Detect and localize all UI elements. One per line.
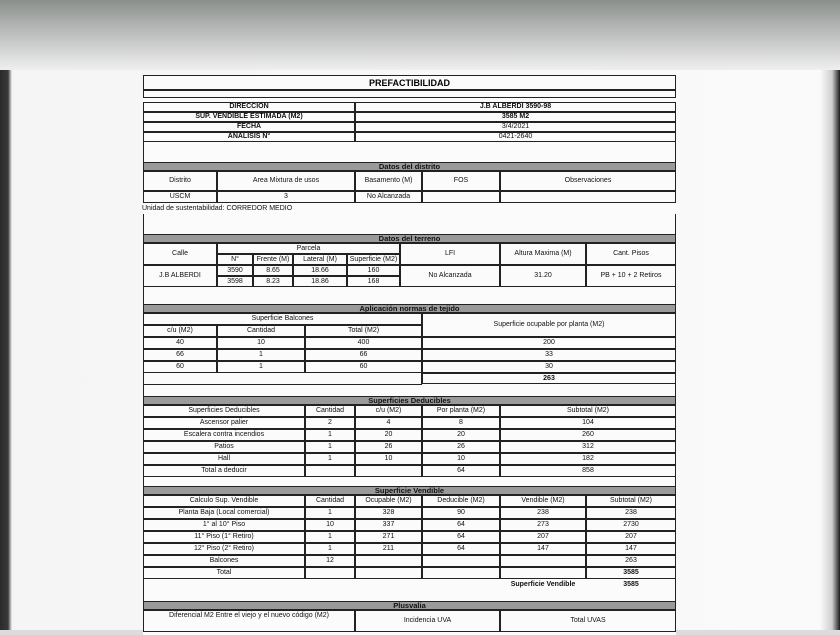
vendible-cantidad: 1: [305, 507, 355, 519]
deducible-cantidad: 2: [305, 417, 355, 429]
vendible-ocupable: 337: [355, 519, 422, 531]
vendible-ocupable: [355, 555, 422, 567]
vendible-deducible: [422, 555, 500, 567]
deducible-cu: 20: [355, 429, 422, 441]
vendible-vendible: [500, 555, 586, 567]
col-numero: N°: [217, 254, 253, 265]
deducible-cu: [355, 465, 422, 477]
balcones-label: Superficie Balcones: [143, 313, 422, 325]
balcon-total: 400: [305, 337, 422, 349]
col-incidencia-uva: Incidencia UVA: [355, 610, 500, 632]
distrito-header-row: [143, 171, 676, 191]
deducible-por-planta: 20: [422, 429, 500, 441]
vendible-vendible: 147: [500, 543, 586, 555]
col-observaciones: Observaciones: [500, 171, 676, 191]
vendible-cantidad: 1: [305, 531, 355, 543]
col-cantidad: Cantidad: [305, 495, 355, 507]
ocupable-label: Superficie ocupable por planta (M2): [422, 313, 676, 337]
info-value-direccion: J.B ALBERDI 3590-98: [355, 102, 676, 112]
vendible-ocupable: 328: [355, 507, 422, 519]
col-diferencial: Diferencial M2 Entre el viejo y el nuevo código (M2): [143, 610, 355, 632]
deducible-cu: 26: [355, 441, 422, 453]
col-total: Total (M2): [305, 325, 422, 337]
vendible-ocupable: [355, 567, 422, 579]
vendible-total-label: Total: [143, 567, 305, 579]
vendible-name: Balcones: [143, 555, 305, 567]
calle-value: J.B ALBERDI: [143, 265, 217, 287]
vendible-total-value: 3585: [586, 567, 676, 579]
total-por-planta: 64: [422, 465, 500, 477]
vendible-deducible: 64: [422, 531, 500, 543]
vendible-ocupable: 211: [355, 543, 422, 555]
col-calculo: Calculo Sup. Vendible: [143, 495, 305, 507]
col-ocupable: Ocupable (M2): [355, 495, 422, 507]
info-label-sup-vendible: SUP. VENDIBLE ESTIMADA (M2): [143, 112, 355, 122]
lfi-value: No Alcanzada: [400, 265, 500, 287]
deducible-name: Ascensor palier: [143, 417, 305, 429]
col-superficie: Superficie (M2): [347, 254, 400, 265]
parcela-lateral: 18.66: [293, 265, 347, 276]
vendible-subtotal: 147: [586, 543, 676, 555]
info-label-direccion: DIRECCION: [143, 102, 355, 112]
page-title: PREFACTIBILIDAD: [143, 75, 676, 90]
section-header-plusvalia: Plusvalia: [143, 601, 676, 610]
plusvalia-header-row: [143, 610, 676, 632]
parcela-lateral: 18.86: [293, 276, 347, 287]
sustentabilidad-text: Unidad de sustentabilidad: CORREDOR MEDIO: [142, 205, 293, 213]
balcon-cantidad: 1: [217, 349, 305, 361]
deducible-por-planta: 8: [422, 417, 500, 429]
parcela-superficie: 168: [347, 276, 400, 287]
col-calle: Calle: [143, 243, 217, 265]
col-deducible: Deducible (M2): [422, 495, 500, 507]
balcon-cantidad: 1: [217, 361, 305, 373]
vendible-subtotal: 207: [586, 531, 676, 543]
vendible-deducible: 90: [422, 507, 500, 519]
deducible-subtotal: 260: [500, 429, 676, 441]
parcela-numero: 3590: [217, 265, 253, 276]
deducible-subtotal: 104: [500, 417, 676, 429]
distrito-data-row: [143, 191, 676, 203]
balcon-cu: 40: [143, 337, 217, 349]
col-sup-deducibles: Superficies Deducibles: [143, 405, 305, 417]
vendible-name: Planta Baja (Local comercial): [143, 507, 305, 519]
tejido-block: [143, 313, 676, 373]
vendible-table: [143, 495, 676, 579]
total-deducir-label: Total a deducir: [143, 465, 305, 477]
fos-value: [422, 191, 500, 203]
vendible-cantidad: [305, 567, 355, 579]
vendible-subtotal: 263: [586, 555, 676, 567]
col-cantidad: Cantidad: [217, 325, 305, 337]
deducible-name: Hall: [143, 453, 305, 465]
col-frente: Frente (M): [253, 254, 293, 265]
vendible-vendible: 273: [500, 519, 586, 531]
col-vendible: Vendible (M2): [500, 495, 586, 507]
col-por-planta: Por planta (M2): [422, 405, 500, 417]
info-row: [143, 132, 676, 142]
col-cantidad: Cantidad: [305, 405, 355, 417]
vendible-ocupable: 271: [355, 531, 422, 543]
parcela-frente: 8.23: [253, 276, 293, 287]
ocupable-total: 263: [422, 373, 676, 384]
col-lateral: Lateral (M): [293, 254, 347, 265]
col-pisos: Cant. Pisos: [586, 243, 676, 265]
col-lfi: LFI: [400, 243, 500, 265]
info-value-sup-vendible: 3585 M2: [355, 112, 676, 122]
observaciones-value: [500, 191, 676, 203]
deducible-subtotal: 312: [500, 441, 676, 453]
vendible-vendible: 207: [500, 531, 586, 543]
balcon-total: 66: [305, 349, 422, 361]
col-cu: c/u (M2): [143, 325, 217, 337]
vendible-name: 12° Piso (2° Retiro): [143, 543, 305, 555]
deducible-name: Patios: [143, 441, 305, 453]
deducible-name: Escalera contra incendios: [143, 429, 305, 441]
deducible-cantidad: [305, 465, 355, 477]
section-header-deducibles: Superficies Deducibles: [143, 396, 676, 405]
col-area-mixtura: Area Mixtura de usos: [217, 171, 355, 191]
vendible-cantidad: 10: [305, 519, 355, 531]
ocupable-value: 30: [422, 361, 676, 373]
prefactibilidad-sheet: [143, 75, 676, 635]
info-row: [143, 102, 676, 112]
info-row: [143, 90, 676, 98]
balcon-total: 60: [305, 361, 422, 373]
deducible-cantidad: 1: [305, 441, 355, 453]
distrito-value: USCM: [143, 191, 217, 203]
deducible-por-planta: 26: [422, 441, 500, 453]
vendible-deducible: 64: [422, 519, 500, 531]
info-label-fecha: FECHA: [143, 122, 355, 132]
section-header-distrito: Datos del distrito: [143, 162, 676, 171]
col-altura: Altura Maxima (M): [500, 243, 586, 265]
col-distrito: Distrito: [143, 171, 217, 191]
parcela-numero: 3598: [217, 276, 253, 287]
vendible-vendible: 238: [500, 507, 586, 519]
vendible-deducible: [422, 567, 500, 579]
pisos-value: PB + 10 + 2 Retiros: [586, 265, 676, 287]
deducible-subtotal: 182: [500, 453, 676, 465]
summary-label: Superficie Vendible: [510, 580, 576, 588]
section-header-terreno: Datos del terreno: [143, 234, 676, 243]
balcon-cu: 66: [143, 349, 217, 361]
deducible-cantidad: 1: [305, 453, 355, 465]
ocupable-value: 33: [422, 349, 676, 361]
deducible-cantidad: 1: [305, 429, 355, 441]
info-label-analisis: ANALISIS N°: [143, 132, 355, 142]
col-basamento: Basamento (M): [355, 171, 422, 191]
photo-background-top: [0, 0, 840, 70]
section-header-vendible: Superficie Vendible: [143, 486, 676, 495]
vendible-vendible: [500, 567, 586, 579]
deducibles-table: [143, 405, 676, 477]
ocupable-total-row: [143, 373, 676, 384]
info-value-analisis: 0421-2640: [355, 132, 676, 142]
parcela-superficie: 160: [347, 265, 400, 276]
altura-value: 31.20: [500, 265, 586, 287]
parcela-frente: 8.65: [253, 265, 293, 276]
info-row: [143, 112, 676, 122]
vendible-subtotal: 2730: [586, 519, 676, 531]
vendible-name: 1° al 10° Piso: [143, 519, 305, 531]
section-header-tejido: Aplicación normas de tejido: [143, 304, 676, 313]
info-value-fecha: 3/4/2021: [355, 122, 676, 132]
balcon-cantidad: 10: [217, 337, 305, 349]
col-parcela: Parcela: [217, 243, 400, 254]
vendible-subtotal: 238: [586, 507, 676, 519]
vendible-deducible: 64: [422, 543, 500, 555]
balcon-cu: 60: [143, 361, 217, 373]
vendible-cantidad: 12: [305, 555, 355, 567]
area-mixtura-value: 3: [217, 191, 355, 203]
vendible-cantidad: 1: [305, 543, 355, 555]
deducible-cu: 4: [355, 417, 422, 429]
basamento-value: No Alcanzada: [355, 191, 422, 203]
col-subtotal: Subtotal (M2): [586, 495, 676, 507]
col-fos: FOS: [422, 171, 500, 191]
summary-value: 3585: [623, 580, 639, 588]
ocupable-value: 200: [422, 337, 676, 349]
vendible-name: 11° Piso (1° Retiro): [143, 531, 305, 543]
terreno-block: [143, 243, 676, 287]
col-total-uvas: Total UVAS: [500, 610, 676, 632]
deducible-por-planta: 10: [422, 453, 500, 465]
col-subtotal: Subtotal (M2): [500, 405, 676, 417]
sustentabilidad-row: [143, 204, 676, 214]
info-row: [143, 122, 676, 132]
col-cu: c/u (M2): [355, 405, 422, 417]
deducible-cu: 10: [355, 453, 422, 465]
total-subtotal: 858: [500, 465, 676, 477]
